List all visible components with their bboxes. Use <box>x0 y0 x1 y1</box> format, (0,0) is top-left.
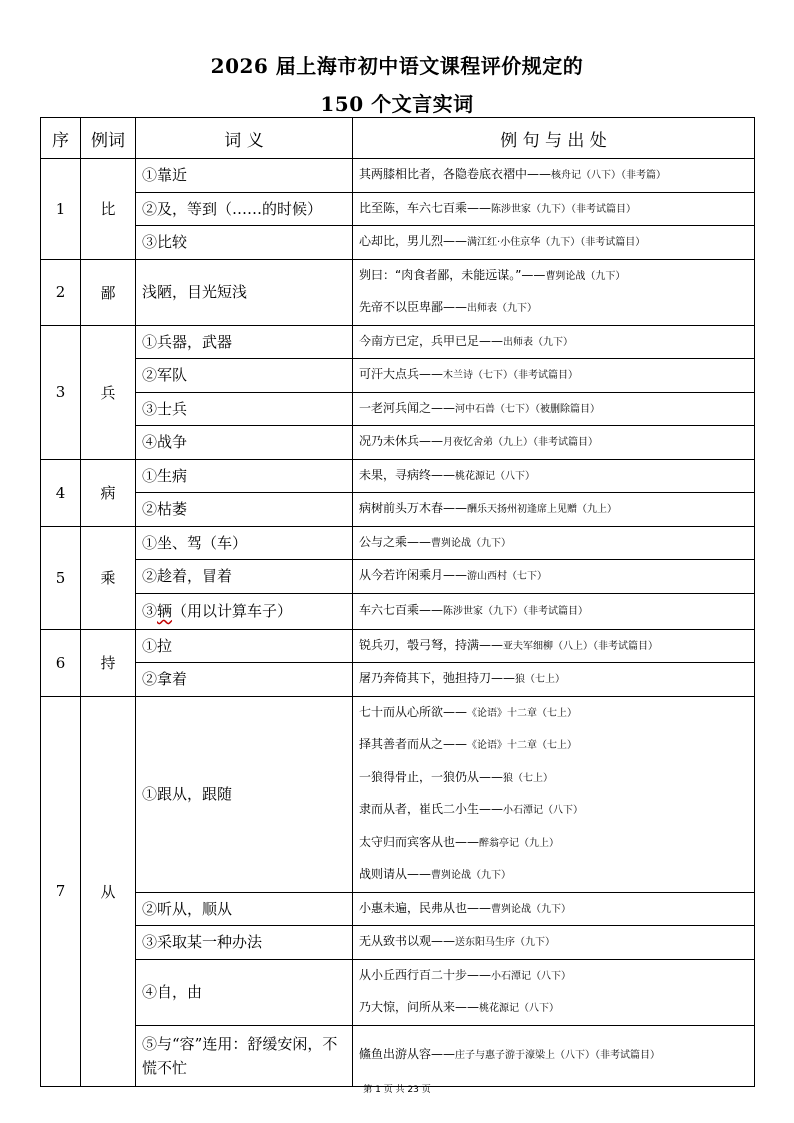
table-row <box>41 159 755 193</box>
example-line <box>359 527 754 560</box>
example-sentence: 太守归而宾客从也—— <box>359 834 480 849</box>
example-sentence: 小惠未遍，民弗从也—— <box>359 900 492 915</box>
example-line <box>359 794 754 827</box>
sense-meaning: ②听从，顺从 <box>136 892 353 926</box>
example-source: 《论语》十二章（七上） <box>467 707 578 719</box>
example-source: 狼（七上） <box>503 772 554 784</box>
header-meaning: 词 义 <box>136 118 353 159</box>
example-line <box>359 859 754 892</box>
sense-examples <box>353 560 755 594</box>
example-sentence: 况乃未休兵—— <box>359 434 444 448</box>
entry-index: 6 <box>41 629 81 696</box>
example-sentence: 无从致书以观—— <box>359 934 456 948</box>
example-sentence: 战则请从—— <box>359 867 432 881</box>
example-sentence: 隶而从者，崔氏二小生—— <box>359 802 504 816</box>
sense-meaning: ①拉 <box>136 629 353 663</box>
example-source: 亚夫军细柳（八上）（非考试篇目） <box>503 640 659 652</box>
example-line <box>359 827 754 860</box>
sense-meaning: ③士兵 <box>136 392 353 426</box>
sense-meaning: ①靠近 <box>136 159 353 193</box>
table-row <box>41 325 755 359</box>
sense-meaning: ②及，等到（……的时候） <box>136 192 353 226</box>
example-source: 小石潭记（八下） <box>503 805 584 816</box>
entry-index: 2 <box>41 259 81 325</box>
sense-meaning: ①生病 <box>136 459 353 493</box>
sense-meaning: ①坐、驾（车） <box>136 526 353 560</box>
sense-examples <box>353 663 755 697</box>
example-source: 送东阳马生序（九下） <box>455 937 556 948</box>
sense-meaning: ②军队 <box>136 359 353 393</box>
sense-examples <box>353 1025 755 1086</box>
sense-examples <box>353 926 755 960</box>
example-line <box>359 1039 754 1072</box>
example-source: 出师表（九下） <box>467 303 538 314</box>
sense-examples <box>353 325 755 359</box>
table-row <box>41 560 755 594</box>
sense-examples <box>353 259 755 325</box>
sense-meaning: ③辆（用以计算车子） <box>136 593 353 629</box>
example-line <box>359 595 754 628</box>
sense-meaning: 浅陋，目光短浅 <box>136 259 353 325</box>
example-line <box>359 992 754 1025</box>
document-title-line-1: 2026 届上海市初中语文课程评价规定的 <box>210 54 584 78</box>
example-source: 酬乐天扬州初逢席上见赠（九上） <box>467 504 618 515</box>
table-row <box>41 426 755 460</box>
entry-word: 鄙 <box>81 259 136 325</box>
example-sentence: 鯈鱼出游从容—— <box>359 1047 456 1062</box>
table-row <box>41 259 755 325</box>
entry-index: 7 <box>41 696 81 1086</box>
sense-examples <box>353 226 755 260</box>
sense-meaning: ④自，由 <box>136 959 353 1025</box>
example-sentence: 先帝不以臣卑鄙—— <box>359 300 468 314</box>
table-header-row <box>41 118 755 159</box>
sense-examples <box>353 192 755 226</box>
example-line <box>359 226 754 259</box>
example-sentence: 其两膝相比者，各隐卷底衣褶中—— <box>359 167 552 181</box>
example-line <box>359 426 754 459</box>
example-source: 游山西村（七下） <box>467 571 548 582</box>
table-row <box>41 959 755 1025</box>
example-sentence: 屠乃奔倚其下，弛担持刀—— <box>359 671 516 685</box>
example-line <box>359 326 754 359</box>
example-source: 陈涉世家（九下）（非考试篇目） <box>443 605 589 617</box>
sense-examples <box>353 696 755 892</box>
example-source: 桃花源记（八下） <box>479 1003 560 1014</box>
sense-meaning: ②枯萎 <box>136 493 353 527</box>
example-source: 曹刿论战（九下） <box>431 870 512 881</box>
example-sentence: 车六七百乘—— <box>359 602 444 617</box>
entry-index: 1 <box>41 159 81 260</box>
example-source: 小石潭记（八下） <box>491 970 572 982</box>
example-sentence: 未果，寻病终—— <box>359 467 456 482</box>
table-row <box>41 663 755 697</box>
sense-examples <box>353 629 755 663</box>
example-line <box>359 493 754 526</box>
entry-index: 4 <box>41 459 81 526</box>
example-sentence: 可汗大点兵—— <box>359 367 444 381</box>
example-line <box>359 697 754 730</box>
example-sentence: 从小丘西行百二十步—— <box>359 967 492 982</box>
example-line <box>359 193 754 226</box>
document-title-line-2: 150 个文言实词 <box>320 92 474 116</box>
example-source: 桃花源记（八下） <box>455 470 536 482</box>
entry-word: 病 <box>81 459 136 526</box>
entry-word: 持 <box>81 629 136 696</box>
sense-examples <box>353 593 755 629</box>
table-row <box>41 226 755 260</box>
example-line <box>359 393 754 426</box>
sense-meaning: ①跟从，跟随 <box>136 696 353 892</box>
example-sentence: 心却比，男儿烈—— <box>359 234 468 248</box>
example-sentence: 从今若许闲乘月—— <box>359 568 468 582</box>
table-row <box>41 1025 755 1086</box>
header-index: 序 <box>41 118 81 159</box>
example-source: 醉翁亭记（九上） <box>479 837 560 849</box>
example-source: 曹刿论战（九下） <box>545 270 626 282</box>
example-source: 曹刿论战（九下） <box>491 903 572 915</box>
table-row <box>41 392 755 426</box>
sense-examples <box>353 359 755 393</box>
example-sentence: 刿曰：“肉食者鄙，未能远谋。”—— <box>359 267 546 282</box>
sense-examples <box>353 959 755 1025</box>
entry-index: 3 <box>41 325 81 459</box>
table-row <box>41 526 755 560</box>
header-word: 例词 <box>81 118 136 159</box>
example-line <box>359 960 754 993</box>
table-row <box>41 493 755 527</box>
entry-word: 兵 <box>81 325 136 459</box>
example-line <box>359 893 754 926</box>
example-sentence: 一狼得骨止，一狼仍从—— <box>359 769 504 784</box>
example-line <box>359 159 754 192</box>
example-sentence: 今南方已定，兵甲已足—— <box>359 333 504 348</box>
sense-meaning: ③采取某一种办法 <box>136 926 353 960</box>
sense-examples <box>353 392 755 426</box>
sense-meaning: ④战争 <box>136 426 353 460</box>
example-source: 月夜忆舍弟（九上）（非考试篇目） <box>443 437 599 448</box>
table-row <box>41 629 755 663</box>
table-row <box>41 593 755 629</box>
example-line <box>359 460 754 493</box>
sense-examples <box>353 892 755 926</box>
example-line <box>359 663 754 696</box>
page-footer: 第 1 页 共 23 页 <box>363 1085 431 1095</box>
sense-examples <box>353 159 755 193</box>
example-sentence: 择其善者而从之—— <box>359 737 468 751</box>
example-source: 出师表（九下） <box>503 336 574 348</box>
example-source: 狼（七上） <box>515 674 566 685</box>
example-sentence: 七十而从心所欲—— <box>359 704 468 719</box>
example-line <box>359 926 754 959</box>
example-source: 河中石兽（七下）（被删除篇目） <box>455 403 601 415</box>
table-row <box>41 192 755 226</box>
entry-index: 5 <box>41 526 81 629</box>
example-line <box>359 762 754 795</box>
sense-examples <box>353 459 755 493</box>
example-line <box>359 292 754 325</box>
example-source: 核舟记（八下）（非考篇） <box>551 170 667 181</box>
example-line <box>359 560 754 593</box>
example-source: 曹刿论战（九下） <box>431 537 512 549</box>
example-sentence: 乃大惊，问所从来—— <box>359 1000 480 1014</box>
sense-meaning: ②趁着，冒着 <box>136 560 353 594</box>
example-sentence: 一老河兵闻之—— <box>359 400 456 415</box>
example-sentence: 比至陈，车六七百乘—— <box>359 200 492 215</box>
sense-meaning: ①兵器，武器 <box>136 325 353 359</box>
example-source: 木兰诗（七下）（非考试篇目） <box>443 370 579 381</box>
table-row <box>41 926 755 960</box>
example-source: 庄子与惠子游于濠梁上（八下）（非考试篇目） <box>455 1050 661 1062</box>
example-line <box>359 630 754 663</box>
table-body <box>41 159 755 1087</box>
table-row <box>41 459 755 493</box>
underlined-character: 辆 <box>157 602 173 620</box>
example-sentence: 公与之乘—— <box>359 534 432 549</box>
sense-meaning: ③比较 <box>136 226 353 260</box>
example-line <box>359 260 754 293</box>
header-examples: 例 句 与 出 处 <box>353 118 755 159</box>
example-line <box>359 359 754 392</box>
example-sentence: 病树前头万木春—— <box>359 501 468 515</box>
example-source: 满江红·小住京华（九下）（非考试篇目） <box>467 237 646 248</box>
example-source: 《论语》十二章（七上） <box>467 740 578 751</box>
sense-meaning: ⑤与“容”连用：舒缓安闲，不慌不忙 <box>136 1025 353 1086</box>
sense-examples <box>353 493 755 527</box>
table-row <box>41 696 755 892</box>
entry-word: 比 <box>81 159 136 260</box>
example-line <box>359 729 754 762</box>
entry-word: 乘 <box>81 526 136 629</box>
sense-examples <box>353 426 755 460</box>
example-sentence: 锐兵刃，彀弓弩，持满—— <box>359 637 504 652</box>
table-row <box>41 892 755 926</box>
vocabulary-table <box>40 117 755 1087</box>
example-source: 陈涉世家（九下）（非考试篇目） <box>491 203 637 215</box>
sense-examples <box>353 526 755 560</box>
sense-meaning: ②拿着 <box>136 663 353 697</box>
entry-word: 从 <box>81 696 136 1086</box>
table-row <box>41 359 755 393</box>
